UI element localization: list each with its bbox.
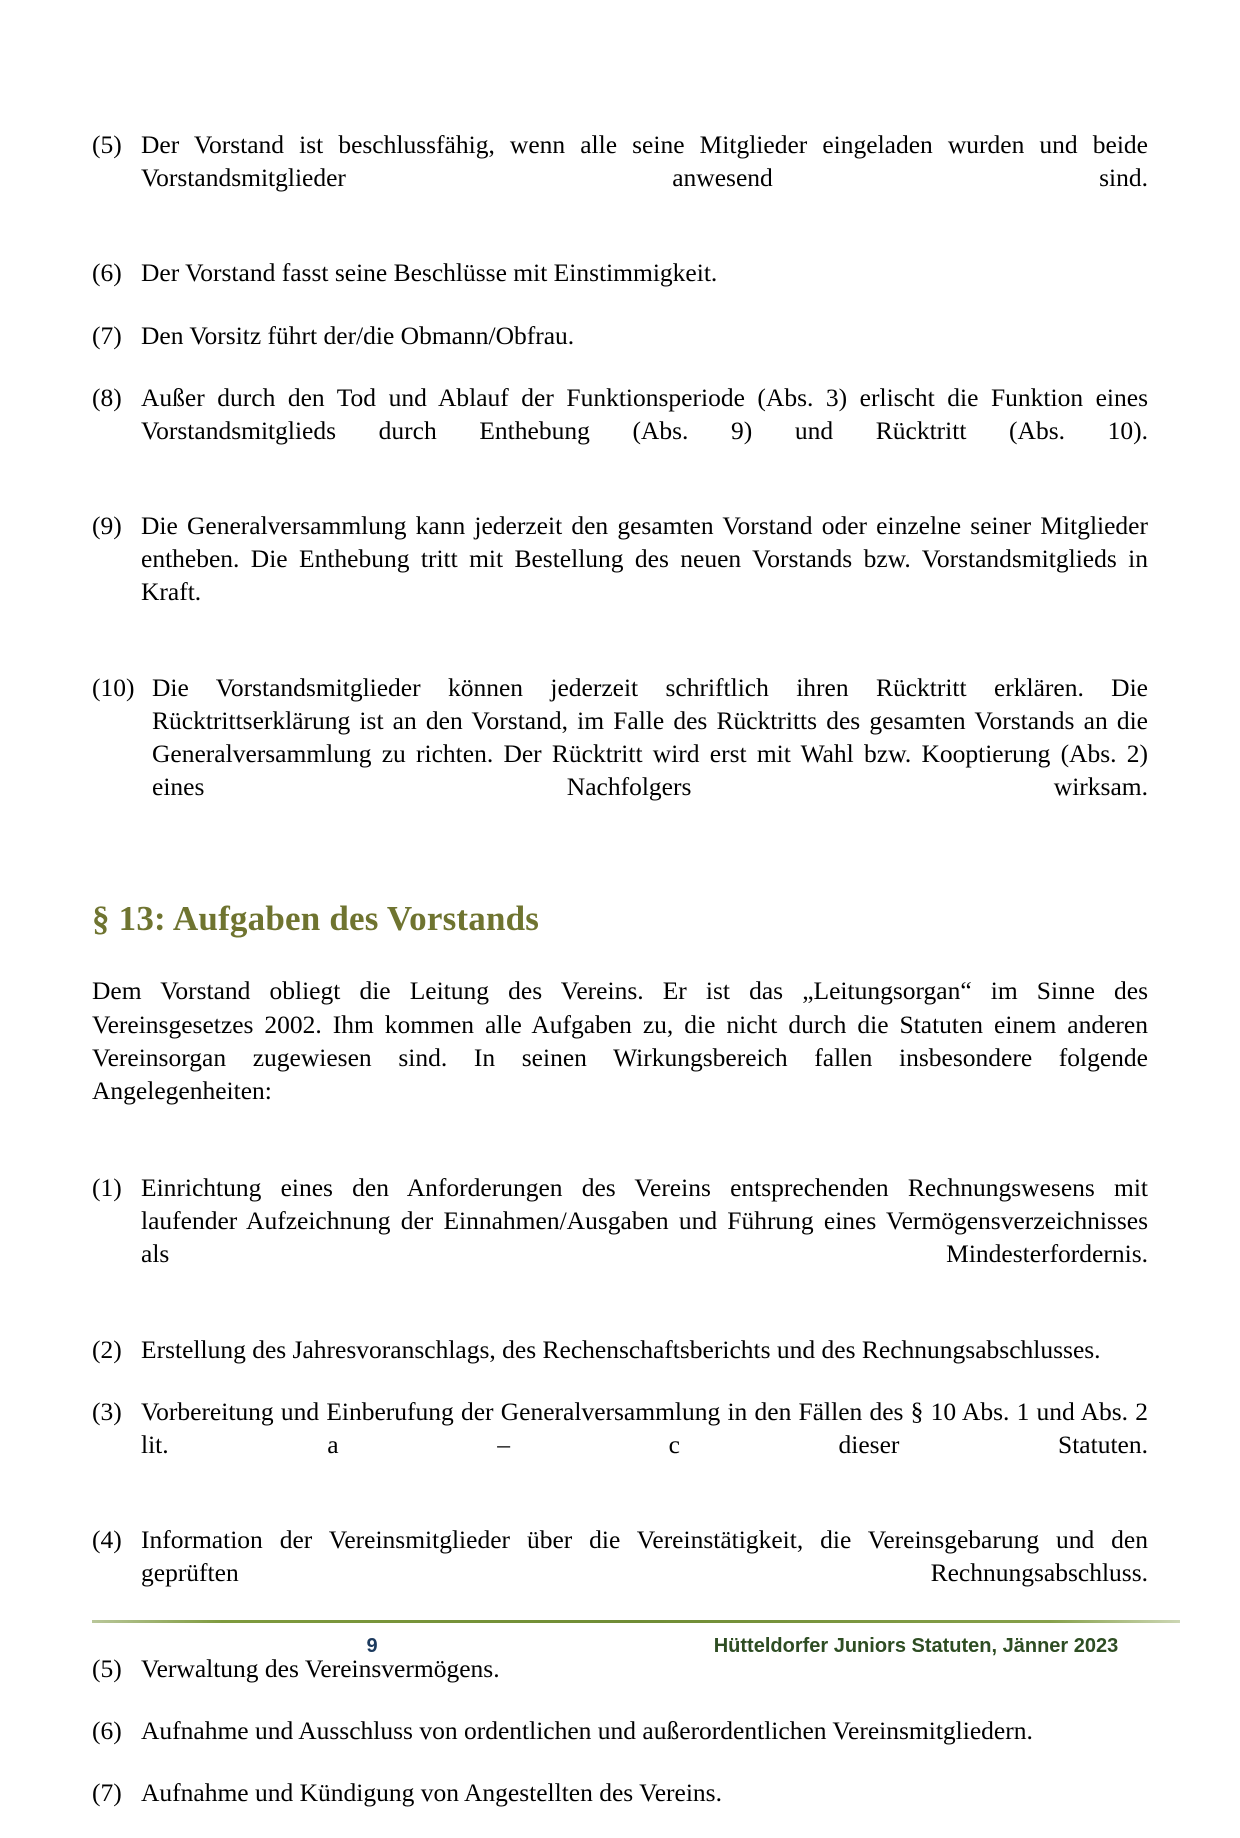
clause-text: Aufnahme und Kündigung von Angestellten des Vereins. [141, 1777, 722, 1807]
section-intro-paragraph: Dem Vorstand obliegt die Leitung des Vereins. Er ist das „Leitungsorgan“ im Sinne des Vereinsgesetzes 2002. Ihm kommen alle Aufgaben zu, die nicht durch die Statuten einem anderen Vereinsorgan zugewiesen sind. In seinen Wirkungsbereich fallen insbesondere folgende Angelegenheiten: [92, 976, 1148, 1105]
clause-text: Den Vorsitz führt der/die Obmann/Obfrau. [141, 320, 575, 350]
clause-item [92, 1776, 1148, 1809]
clause-text: Erstellung des Jahresvoranschlags, des Rechenschaftsberichts und des Rechnungsabschlusses. [141, 1334, 1101, 1364]
clause-marker: (8) [92, 382, 122, 412]
page-content [92, 128, 1148, 1838]
clause-item [92, 1333, 1148, 1366]
section-heading: § 13: Aufgaben des Vorstands [92, 899, 540, 939]
clause-item [92, 1395, 1148, 1494]
clause-item [92, 319, 1148, 352]
clause-text: Verwaltung des Vereinsvermögens. [141, 1653, 500, 1683]
clause-item [92, 671, 1148, 837]
clause-text: Aufnahme und Ausschluss von ordentlichen und außerordentlichen Vereinsmitgliedern. [141, 1715, 1033, 1745]
clause-item [92, 128, 1148, 227]
clause-text: Außer durch den Tod und Ablauf der Funktionsperiode (Abs. 3) erlischt die Funktion eines Vorstandsmitglieds durch Enthebung (Abs. 9) und Rücktritt (Abs. 10). [141, 382, 1148, 445]
clause-marker: (6) [92, 258, 122, 288]
footer-row [92, 1635, 1180, 1658]
clause-marker: (6) [92, 1715, 122, 1745]
clause-marker: (4) [92, 1525, 122, 1555]
page-footer [92, 1620, 1180, 1658]
clause-marker: (9) [92, 511, 122, 541]
clause-marker: (1) [92, 1173, 122, 1203]
clause-item [92, 381, 1148, 480]
clause-item [92, 1523, 1148, 1622]
clause-text: Einrichtung eines den Anforderungen des Vereins entsprechenden Rechnungswesens mit laufender Aufzeichnung der Einnahmen/Ausgaben und Führung eines Vermögensverzeichnisses als Mindesterfordernis. [141, 1173, 1148, 1269]
clause-text: Die Generalversammlung kann jederzeit den gesamten Vorstand oder einzelne seiner Mitglieder entheben. Die Enthebung tritt mit Bestellung des neuen Vorstands bzw. Vorstandsmitglieds in Kraft. [141, 511, 1148, 607]
clause-marker: (2) [92, 1334, 122, 1364]
clause-item [92, 509, 1148, 642]
clause-item [92, 1171, 1148, 1304]
clause-marker: (10) [92, 672, 135, 702]
clause-text: Vorbereitung und Einberufung der Generalversammlung in den Fällen des § 10 Abs. 1 und Abs. 2 lit. a – c dieser Statuten. [141, 1396, 1148, 1459]
page-number: 9 [366, 1635, 378, 1657]
clause-text: Die Vorstandsmitglieder können jederzeit schriftlich ihren Rücktritt erklären. Die Rücktrittserklärung ist an den Vorstand, im Falle des Rücktritts des gesamten Vorstands an die Generalversammlung zu richten. Der Rücktritt wird erst mit Wahl bzw. Kooptierung (Abs. 2) eines Nachfolgers wirksam. [152, 672, 1148, 802]
clause-text: Der Vorstand ist beschlussfähig, wenn alle seine Mitglieder eingeladen wurden und beide Vorstandsmitglieder anwesend sind. [141, 130, 1148, 193]
clause-marker: (5) [92, 1653, 122, 1683]
clause-text: Information der Vereinsmitglieder über die Vereinstätigkeit, die Vereinsgebarung und den geprüften Rechnungsabschluss. [141, 1525, 1148, 1588]
clause-text: Der Vorstand fasst seine Beschlüsse mit Einstimmigkeit. [141, 258, 718, 288]
clause-marker: (3) [92, 1396, 122, 1426]
clause-item [92, 256, 1148, 289]
clause-marker: (7) [92, 320, 122, 350]
clause-marker: (7) [92, 1777, 122, 1807]
footer-divider [92, 1620, 1180, 1623]
clause-item [92, 1714, 1148, 1747]
clause-marker: (5) [92, 130, 122, 159]
footer-title: Hütteldorfer Juniors Statuten, Jänner 2023 [713, 1635, 1119, 1657]
